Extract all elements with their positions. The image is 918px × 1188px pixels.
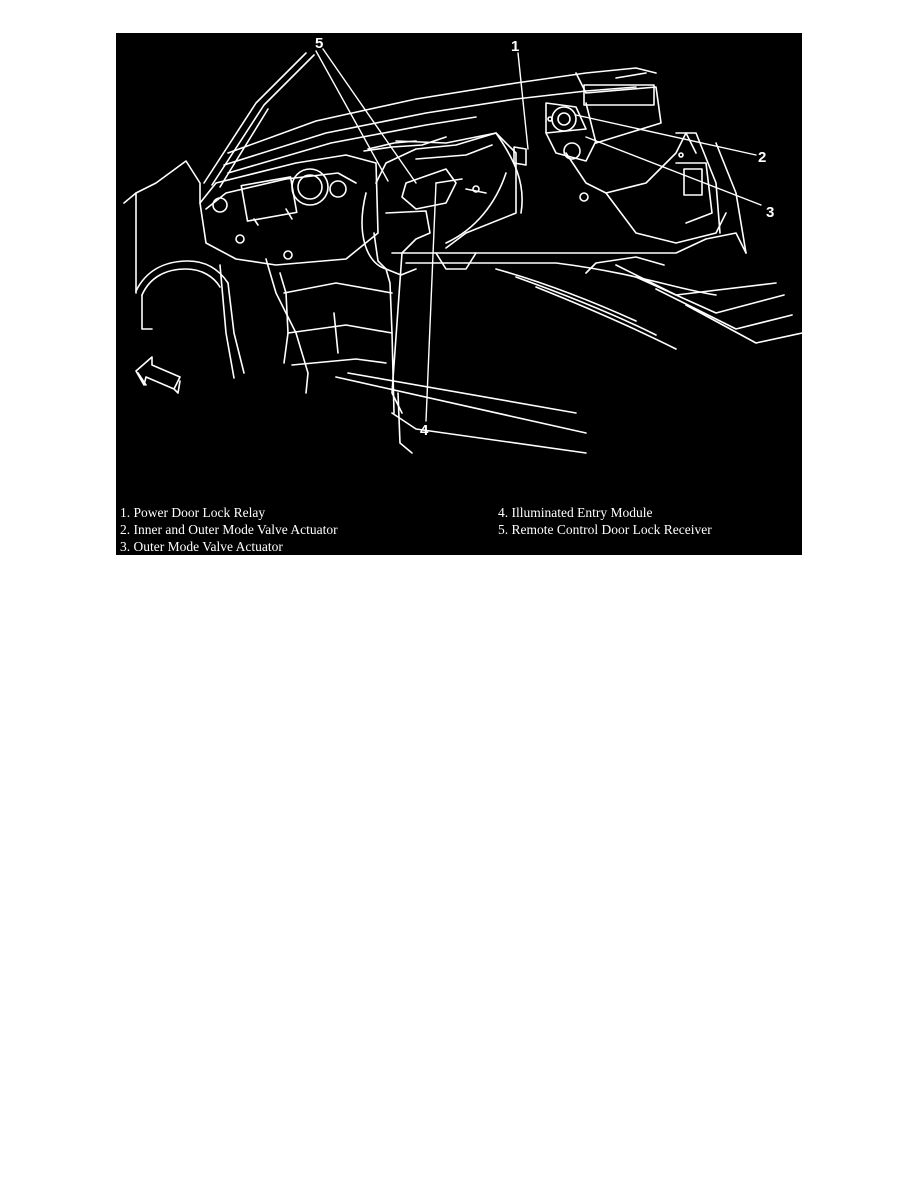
legend-item-5: 5. Remote Control Door Lock Receiver <box>498 522 712 537</box>
callout-4: 4 <box>420 422 429 439</box>
callout-1: 1 <box>511 38 520 55</box>
callout-5: 5 <box>315 35 324 52</box>
windshield-pillar <box>204 53 314 187</box>
dash-bay <box>364 133 526 243</box>
callout-2: 2 <box>758 149 767 166</box>
leader-5b <box>316 51 388 181</box>
callout-3: 3 <box>766 204 775 221</box>
line-drawing <box>116 33 802 555</box>
callout-leaders <box>316 49 761 421</box>
legend-item-2: 2. Inner and Outer Mode Valve Actuator <box>120 522 338 537</box>
firewall-panel <box>200 155 378 265</box>
legend-item-4: 4. Illuminated Entry Module <box>498 505 653 520</box>
vehicle-interior-diagram <box>116 33 802 555</box>
leader-3 <box>586 137 761 205</box>
legend-item-1: 1. Power Door Lock Relay <box>120 505 266 520</box>
leader-1 <box>518 53 528 149</box>
front-direction-arrow <box>136 357 180 393</box>
legend-item-3: 3. Outer Mode Valve Actuator <box>120 539 283 554</box>
leader-2 <box>576 115 756 155</box>
passenger-side <box>546 103 746 253</box>
seat-panel <box>386 211 586 453</box>
center-console <box>392 233 802 349</box>
footwell <box>284 283 586 433</box>
